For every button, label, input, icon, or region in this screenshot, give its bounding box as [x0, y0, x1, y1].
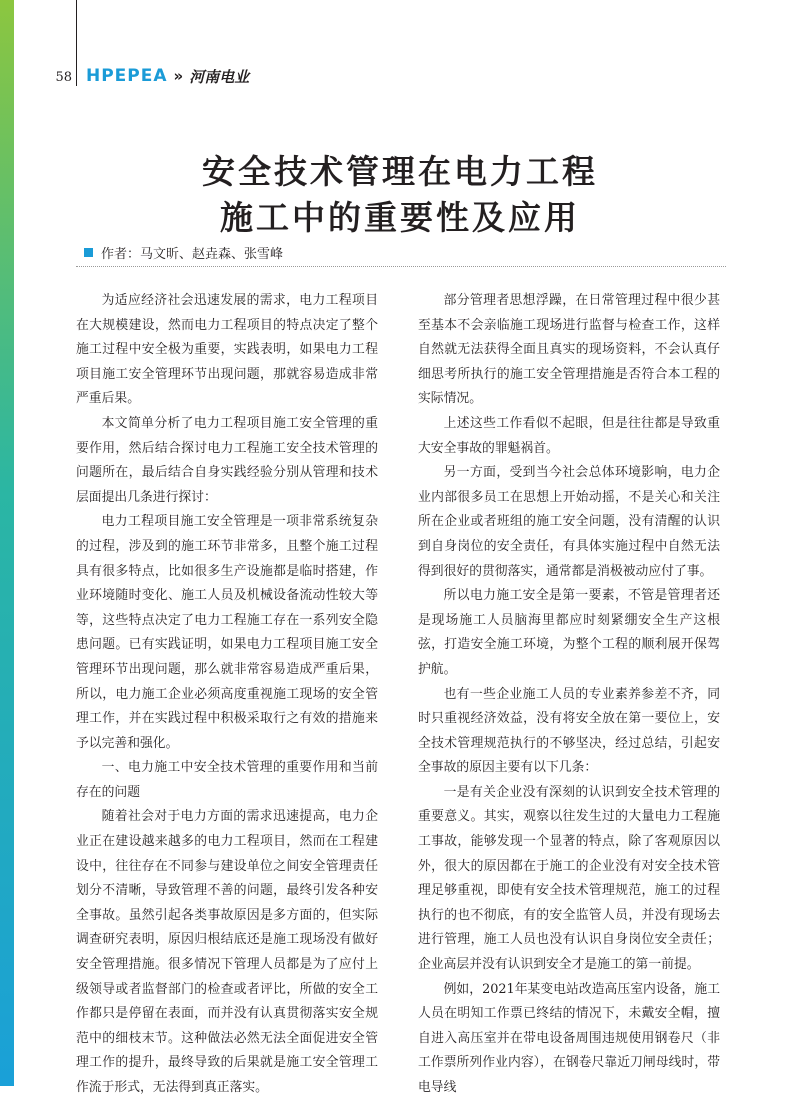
paragraph: 本文简单分析了电力工程项目施工安全管理的重要作用，然后结合探讨电力工程施工安全技术管理的问题所在，最后结合自身实践经验分别从管理和技术层面提出几条进行探讨： [76, 415, 378, 505]
paragraph: 为适应经济社会迅速发展的需求，电力工程项目在大规模建设，然而电力工程项目的特点决定了整个施工过程中安全极为重要，实践表明，如果电力工程项目施工安全管理环节出现问题，那就容易造成非常严重后果。 [76, 293, 378, 407]
left-text-column [76, 289, 378, 1101]
paragraph: 也有一些企业施工人员的专业素养参差不齐，同时只重视经济效益，没有将安全放在第一要位上，安全技术管理规范执行的不够坚决，经过总结，引起安全事故的原因主要有以下几条： [418, 686, 720, 776]
paragraph: 上述这些工作看似不起眼，但是往往都是导致重大安全事故的罪魁祸首。 [418, 415, 720, 456]
paragraph: 一是有关企业没有深刻的认识到安全技术管理的重要意义。其实，观察以往发生过的大量电力工程施工事故，能够发现一个显著的特点，除了客观原因以外，很大的原因都在于施工的企业没有对安全技术管理足够重视，即使有安全技术管理规范，施工的过程执行的也不彻底，有的安全监管人员，并没有现场去进行管理，施工人员也没有认识自身岗位安全责任；企业高层并没有认识到安全才是施工的第一前提。 [418, 784, 720, 973]
right-text-column [418, 289, 720, 1101]
paragraph: 另一方面，受到当今社会总体环境影响，电力企业内部很多员工在思想上开始动摇，不是关心和关注所在企业或者班组的施工安全问题，没有清醒的认识到自身岗位的安全责任，有具体实施过程中自然无法得到很好的贯彻落实，通常都是消极被动应付了事。 [418, 465, 720, 579]
header-divider [76, 0, 77, 86]
paragraph: 部分管理者思想浮躁，在日常管理过程中很少甚至基本不会亲临施工现场进行监督与检查工作，这样自然就无法获得全面且真实的现场资料，不会认真仔细思考所执行的施工安全管理措施是否符合本工程的实际情况。 [418, 293, 720, 407]
section-heading: 一、电力施工中安全技术管理的重要作用和当前存在的问题 [76, 760, 378, 800]
brand-separator: » [173, 67, 184, 85]
square-bullet-icon [84, 248, 93, 257]
paragraph: 所以电力施工安全是第一要素，不管是管理者还是现场施工人员脑海里都应时刻紧绷安全生产这根弦，打造安全施工环境，为整个工程的顺利展开保驾护航。 [418, 588, 720, 677]
brand-english-logo: HPEPEA [86, 66, 168, 86]
paragraph: 随着社会对于电力方面的需求迅速提高，电力企业正在建设越来越多的电力工程项目，然而在工程建设中，往往存在不同参与建设单位之间安全管理责任划分不清晰，导致管理不善的问题，最终引发各种安全事故。虽然引起各类事故原因是多方面的，但实际调查研究表明，原因归根结底还是施工现场没有做好安全管理措施。很多情况下管理人员都是为了应付上级领导或者监督部门的检查或者评比，所做的安全工作都只是停留在表面，而并没有认真贯彻落实安全规范中的细枝末节。这种做法必然无法全面促进安全管理工作的提升，最终导致的后果就是施工安全管理工作流于形式，无法得到真正落实。 [76, 809, 378, 1095]
article-title-line-1: 安全技术管理在电力工程 [202, 152, 598, 191]
paragraph: 例如，2021年某变电站改造高压室内设备，施工人员在明知工作票已终结的情况下，未戴安全帽，擅自进入高压室并在带电设备周围违规使用钢卷尺（非工作票所列作业内容），在钢卷尺靠近刀闸母线时，带电导线 [418, 981, 720, 1095]
author-byline [84, 243, 283, 262]
byline-divider [76, 266, 726, 268]
magazine-brand [86, 65, 249, 87]
author-names: 作者：马文昕、赵垚森、张雪峰 [101, 247, 284, 262]
brand-chinese-logo: 河南电业 [189, 67, 250, 86]
paragraph: 电力工程项目施工安全管理是一项非常系统复杂的过程，涉及到的施工环节非常多，且整个施工过程具有很多特点，比如很多生产设施都是临时搭建，作业环境随时变化、施工人员及机械设备流动性较大等等，这些特点决定了电力工程施工存在一系列安全隐患问题。已有实践证明，如果电力工程项目施工安全管理环节出现问题，那么就非常容易造成严重后果，所以，电力施工企业必须高度重视施工现场的安全管理工作，并在实践过程中积极采取行之有效的措施来予以完善和强化。 [76, 514, 378, 751]
page-number: 58 [55, 70, 72, 85]
article-title-line-2: 施工中的重要性及应用 [220, 198, 580, 237]
